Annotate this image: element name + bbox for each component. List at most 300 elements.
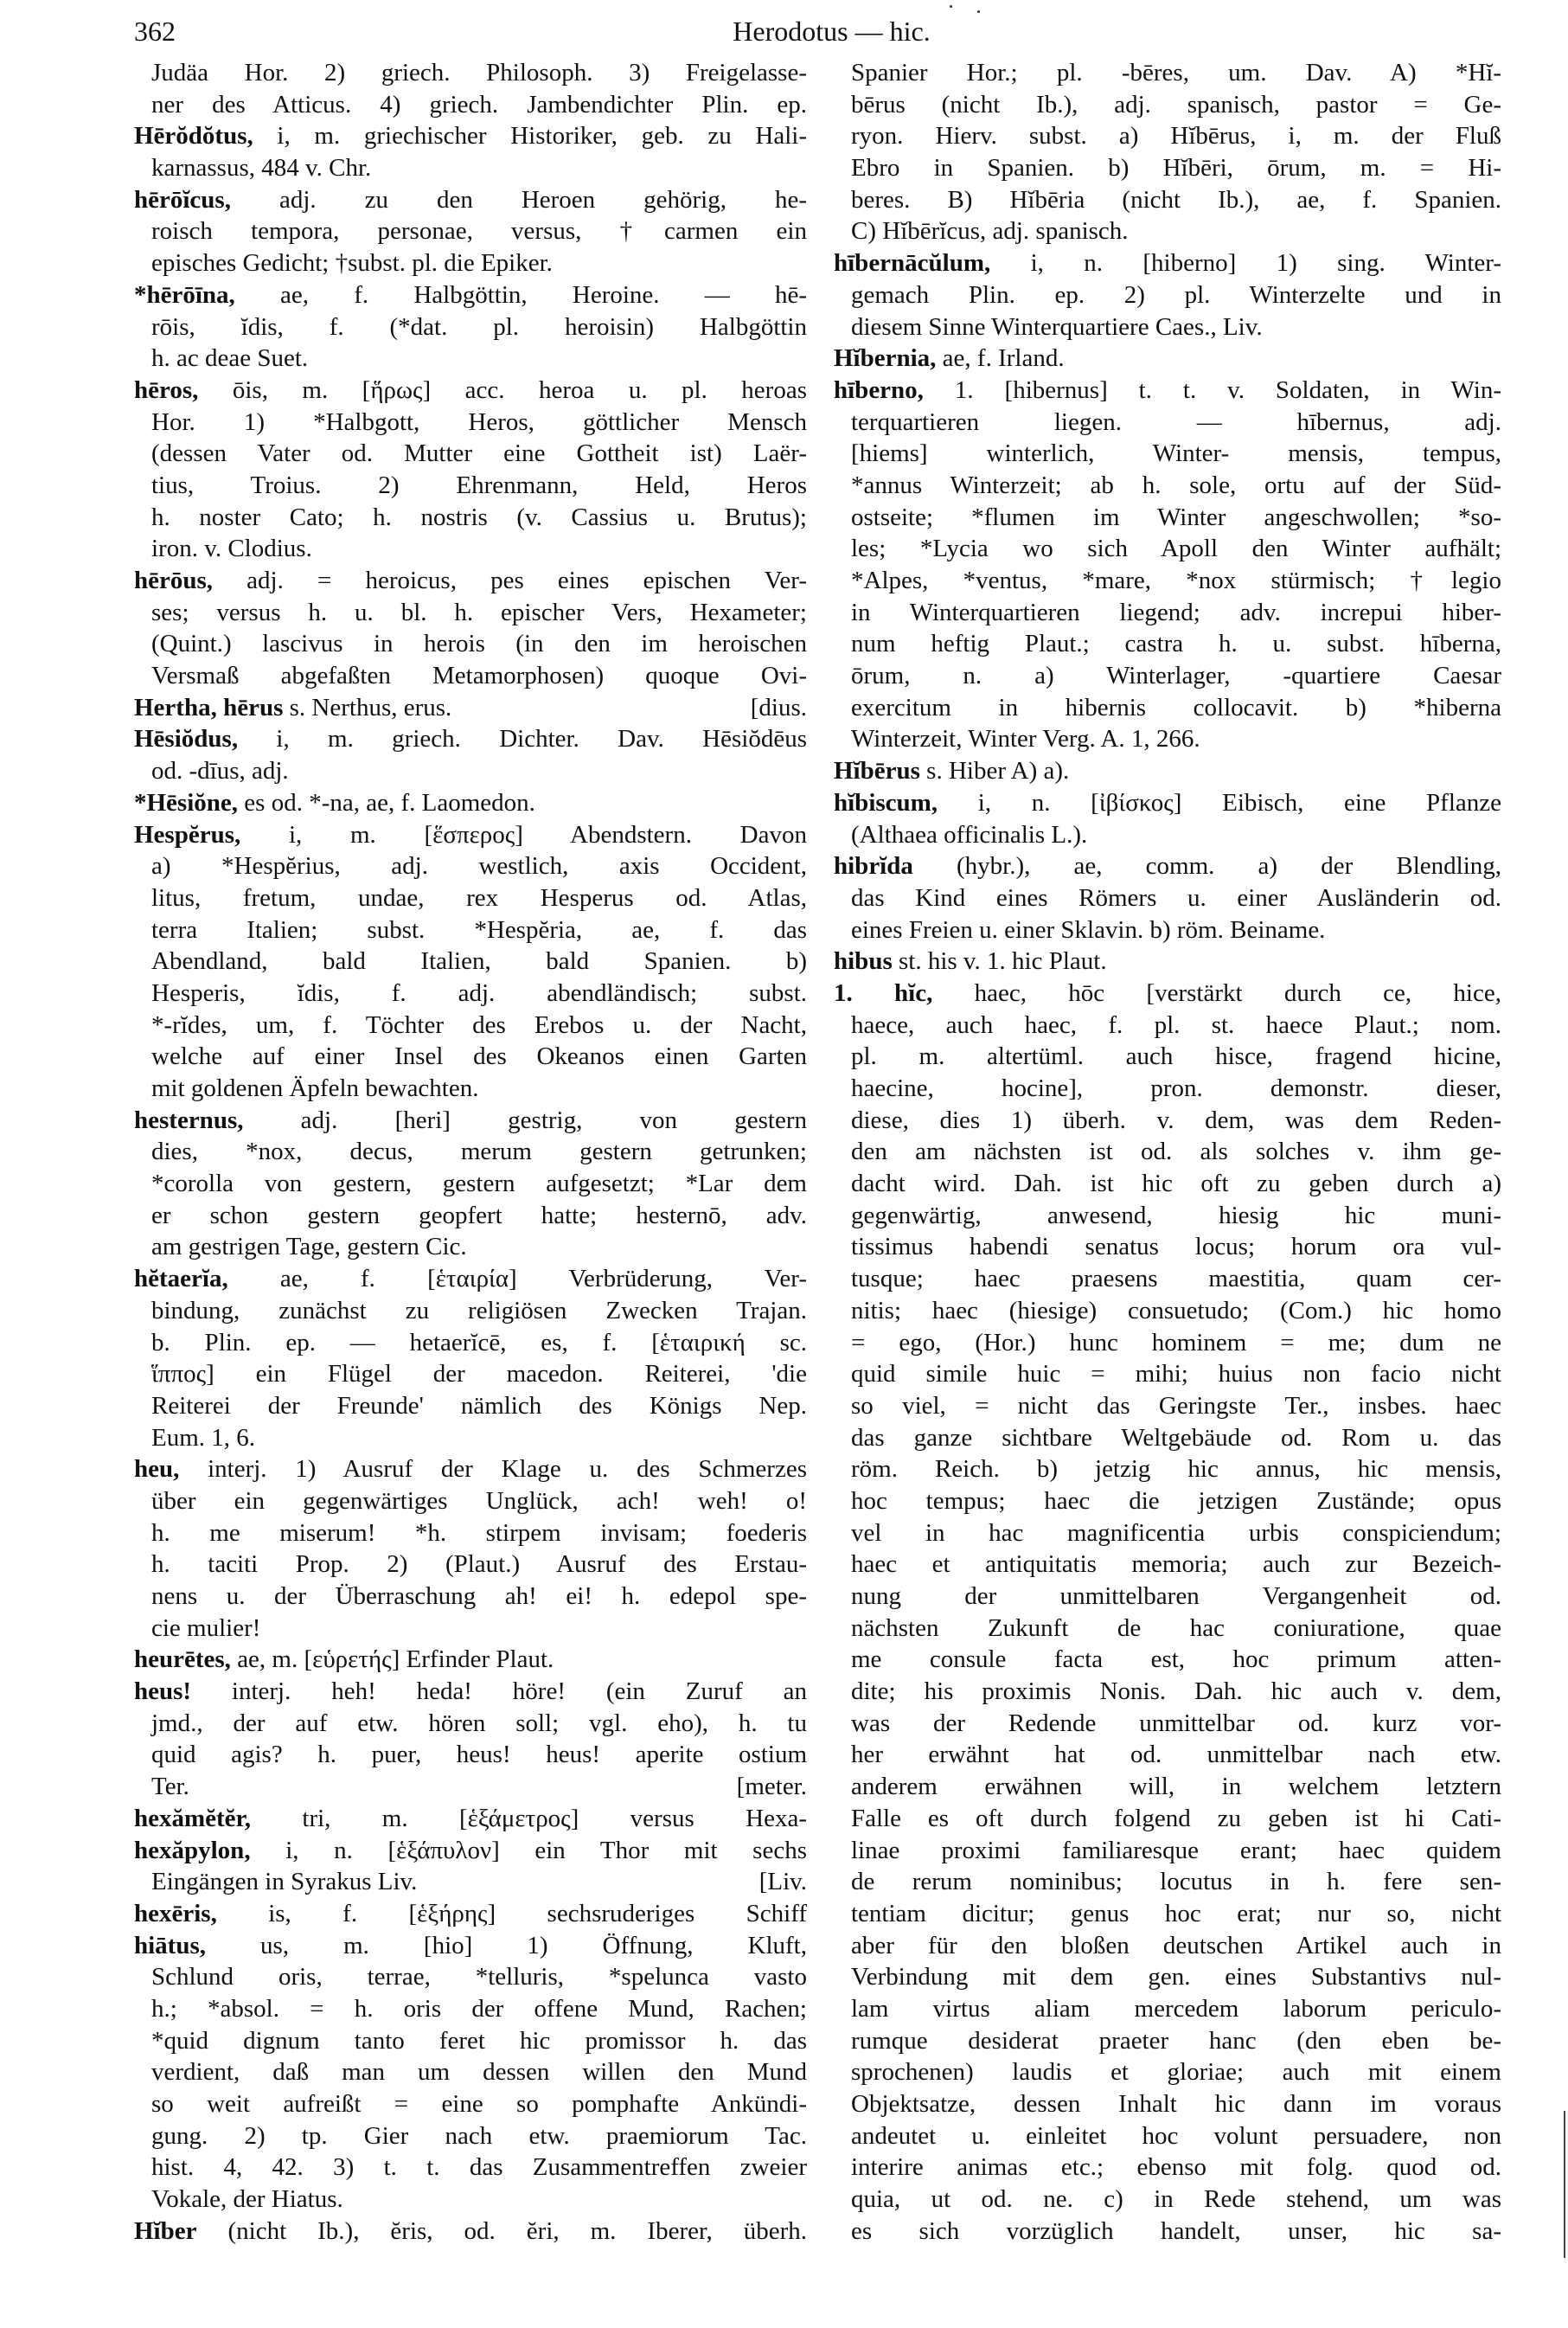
dictionary-line [134,978,807,1010]
dictionary-line [834,1644,1501,1676]
scan-speck [977,10,980,13]
dictionary-line [834,1485,1501,1517]
line-text: quid agis? h. puer, heus! heus! aperite ostium [151,1741,807,1769]
dictionary-line [134,57,807,89]
dictionary-line [834,1327,1501,1359]
dictionary-entry-line [134,1105,807,1137]
line-text: interire animas etc.; ebenso mit folg. quod od. [851,2153,1501,2182]
line-text: gegenwärtig, anwesend, hiesig hic muni- [851,1201,1501,1229]
headword: hibus [834,947,893,976]
line-text: quid simile huic = mihi; huius non facio nicht [851,1360,1501,1388]
dictionary-line [134,1993,807,2025]
dictionary-line [834,1613,1501,1645]
dictionary-line [134,1422,807,1454]
line-text: Eingängen in Syrakus Liv. [151,1868,418,1896]
right-column [834,57,1501,2247]
dictionary-line [834,1898,1501,1930]
dictionary-line [834,438,1501,470]
dictionary-line [834,882,1501,914]
line-text: i, m. [ἕσπερος] Abendstern. Davon [240,820,807,849]
line-text: her erwähnt hat od. unmittelbar nach etw. [851,1741,1501,1769]
dictionary-line [834,597,1501,629]
dictionary-line [134,597,807,629]
line-text: pl. m. altertüml. auch hisce, fragend hicine, [851,1042,1501,1071]
dictionary-entry-line [134,2216,807,2248]
line-text: (Quint.) lascivus in herois (in den im heroischen [151,630,807,658]
line-text: i, n. [ἑξάπυλον] ein Thor mit sechs [250,1836,807,1864]
line-text: bindung, zunächst zu religiösen Zwecken Trajan. [151,1296,807,1324]
dictionary-entry-line [134,1835,807,1867]
headword: *hērōīna, [134,280,235,309]
dictionary-line [134,311,807,343]
headword: hĕtaerĭa, [134,1265,228,1293]
line-text: i, m. griech. Dichter. Dav. Hēsiŏdēus [238,725,807,754]
dictionary-line [834,1517,1501,1549]
dictionary-line [134,2184,807,2216]
dictionary-line [834,2216,1501,2248]
dictionary-line [134,1200,807,1232]
line-text: exercitum in hibernis collocavit. b) *hiberna [851,693,1501,721]
dictionary-line [834,1390,1501,1422]
dictionary-line [134,1073,807,1105]
line-text: adj. [heri] gestrig, von gestern [243,1106,807,1134]
line-text: so viel, = nicht das Geringste Ter., insbes. haec [851,1391,1501,1420]
dictionary-line [834,1073,1501,1105]
line-text: bērus (nicht Ib.), adj. spanisch, pastor = Ge- [851,90,1501,119]
line-text: ae, f. Halbgöttin, Heroine. — hē- [234,280,807,309]
headword: heu, [134,1455,180,1484]
dictionary-line [834,152,1501,184]
dictionary-line [134,438,807,470]
line-text: interj. heh! heda! höre! (ein Zuruf an [191,1677,807,1706]
line-text: so weit aufreißt = eine so pomphafte Ankündi- [151,2090,807,2118]
dictionary-line [834,1231,1501,1263]
line-text: interj. 1) Ausruf der Klage u. des Schmerzes [179,1455,807,1484]
dictionary-line [834,1930,1501,1962]
dictionary-entry-line [134,565,807,597]
dictionary-line [834,914,1501,946]
line-text: nitis; haec (hiesige) consuetudo; (Com.) hic homo [851,1296,1501,1324]
line-text: C) Hĭbērĭcus, adj. spanisch. [851,217,1129,246]
line-text: jmd., der auf etw. hören soll; vgl. eho), h. tu [151,1709,807,1737]
line-text: i, n. [hiberno] 1) sing. Winter- [990,249,1501,278]
dictionary-line [134,914,807,946]
dictionary-line [134,1581,807,1613]
line-text: ἵππος] ein Flügel der macedon. Reiterei, 'die [151,1360,807,1388]
line-text: us, m. [hio] 1) Öffnung, Kluft, [206,1931,807,1959]
line-text: aber für den bloßen deutschen Artikel auch in [851,1931,1501,1959]
dictionary-entry-line [134,1930,807,1962]
dictionary-line [134,470,807,502]
line-text: das Kind eines Römers u. einer Ausländerin od. [851,883,1501,912]
dictionary-line [134,882,807,914]
line-text: *quid dignum tanto feret hic promissor h. das [151,2026,807,2055]
line-text: iron. v. Clodius. [151,535,312,563]
headword: hexēris, [134,1899,217,1927]
line-text: dite; his proximis Nonis. Dah. hic auch v. dem, [851,1677,1501,1706]
headword: 1. hĭc, [834,978,933,1007]
dictionary-line [134,850,807,882]
line-text: dacht wird. Dah. ist hic oft zu geben durch a) [851,1170,1501,1198]
line-text: andeutet u. einleitet hoc volunt persuadere, non [851,2121,1501,2150]
dictionary-line [134,1485,807,1517]
line-text: *-rĭdes, um, f. Töchter des Erebos u. der Nacht, [151,1010,807,1039]
line-text: gemach Plin. ep. 2) pl. Winterzelte und in [851,280,1501,309]
dictionary-line [834,533,1501,565]
dictionary-entry-line [834,978,1501,1010]
line-text: is, f. [ἑξήρης] sechsruderiges Schiff [216,1899,807,1927]
dictionary-line [834,1168,1501,1200]
line-text: Schlund oris, terrae, *telluris, *spelunca vasto [151,1963,807,1991]
line-text: röm. Reich. b) jetzig hic annus, hic mensis, [851,1455,1501,1484]
dictionary-line [134,946,807,978]
dictionary-line [834,2184,1501,2216]
line-text: am gestrigen Tage, gestern Cic. [151,1233,467,1261]
dictionary-line [834,565,1501,597]
line-text: roisch tempora, personae, versus, †carmen ein [151,217,807,246]
dictionary-entry-line [834,755,1501,787]
dictionary-line [834,1136,1501,1168]
line-text: h. me miserum! *h. stirpem invisam; foederis [151,1518,807,1547]
line-text: ryon. Hierv. subst. a) Hĭbērus, i, m. der Fluß [851,122,1501,151]
headword: hexăpylon, [134,1836,251,1864]
line-text: (nicht Ib.), ĕris, od. ĕri, m. Iberer, überh. [196,2216,807,2245]
line-text: Judäa Hor. 2) griech. Philosoph. 3) Freigelasse- [151,59,807,87]
dictionary-entry-line [134,120,807,152]
dictionary-line [134,1739,807,1771]
dictionary-entry-line [134,819,807,851]
line-text: Vokale, der Hiatus. [151,2185,343,2214]
headword: Hertha, hērus [134,693,284,721]
line-text: cie mulier! [151,1613,261,1642]
line-text: nens u. der Überraschung ah! ei! h. edepol spe- [151,1582,807,1610]
runover-text: [dius. [750,693,807,721]
dictionary-line [134,1010,807,1042]
line-text: Eum. 1, 6. [151,1423,256,1452]
dictionary-line [134,2152,807,2184]
line-text: num heftig Plaut.; castra h. u. subst. hīberna, [851,630,1501,658]
headword: heurētes, [134,1645,231,1674]
dictionary-line [834,1771,1501,1803]
line-text: h. taciti Prop. 2) (Plaut.) Ausruf des Erstau- [151,1550,807,1579]
line-text: terquartieren liegen. — hībernus, adj. [851,407,1501,436]
dictionary-line [134,1168,807,1200]
dictionary-line [134,755,807,787]
line-text: karnassus, 484 v. Chr. [151,154,372,183]
line-text: ostseite; *flumen im Winter angeschwollen; *so- [851,503,1501,531]
dictionary-line [134,343,807,375]
line-text: Abendland, bald Italien, bald Spanien. b) [151,947,807,976]
line-text: den am nächsten ist od. als solches v. ihm ge- [851,1138,1501,1166]
line-text: les; *Lycia wo sich Apoll den Winter aufhält; [851,535,1501,563]
dictionary-line [134,533,807,565]
headword: Hēsiŏdus, [134,725,239,754]
line-text: in Winterquartieren liegend; adv. increpui hiber- [851,598,1501,626]
dictionary-line [134,215,807,247]
dictionary-entry-line [834,247,1501,279]
line-text: haece, auch haec, f. pl. st. haece Plaut.; nom. [851,1010,1501,1039]
dictionary-line [134,2056,807,2088]
line-text: ae, f. [ἑταιρία] Verbrüderung, Ver- [227,1265,807,1293]
line-text: s. Hiber A) a). [919,757,1070,786]
line-text: rōis, ĭdis, f. (*dat. pl. heroisin) Halbgöttin [151,312,807,341]
line-text: Reiterei der Freunde' nämlich des Königs Nep. [151,1391,807,1420]
line-text: haecine, hocine], pron. demonstr. dieser, [851,1074,1501,1102]
dictionary-line [834,1453,1501,1485]
headword: hĭbiscum, [834,788,938,817]
line-text: *Alpes, *ventus, *mare, *nox stürmisch; †legio [851,567,1501,594]
line-text: hist. 4, 42. 3) t. t. das Zusammentreffen zweier [151,2153,807,2182]
headword: hexămĕtĕr, [134,1804,252,1832]
line-text: tentiam dicitur; genus hoc erat; nur so, nicht [851,1899,1501,1927]
left-column [134,57,807,2247]
line-text: quia, ut od. ne. c) in Rede stehend, um was [851,2185,1501,2214]
dictionary-line [834,2088,1501,2120]
dictionary-entry-line [134,723,807,755]
dictionary-line [834,502,1501,534]
line-text: ae, f. Irland. [936,344,1065,373]
dictionary-line [834,1676,1501,1708]
dictionary-entry-line [834,946,1501,978]
dictionary-line [134,2120,807,2152]
line-text: Versmaß abgefaßten Metamorphosen) quoque Ovi- [151,662,807,690]
dictionary-line [134,2088,807,2120]
line-text: a) *Hespĕrius, adj. westlich, axis Occident, [151,852,807,881]
dictionary-entry-line [134,1803,807,1835]
line-text: tri, m. [ἑξάμετρος] versus Hexa- [251,1804,807,1832]
line-text: beres. B) Hĭbēria (nicht Ib.), ae, f. Spanien. [851,185,1501,214]
headword: hesternus, [134,1106,244,1134]
line-text: Ebro in Spanien. b) Hĭbēri, ōrum, m. = Hi- [851,154,1501,183]
dictionary-line [134,1136,807,1168]
headword: Hērŏdŏtus, [134,122,253,151]
line-text: ses; versus h. u. bl. h. epischer Vers, Hexameter; [151,598,807,626]
dictionary-line [834,2152,1501,2184]
line-text: rumque desiderat praeter hanc (den eben be- [851,2026,1501,2055]
headword: *Hēsiŏne, [134,788,239,817]
runover-text: [Liv. [758,1868,807,1896]
dictionary-line [834,628,1501,660]
headword: hīberno, [834,375,924,404]
dictionary-line [834,215,1501,247]
dictionary-line [134,407,807,439]
line-text: Objektsatze, dessen Inhalt hic dann im voraus [851,2090,1501,2118]
dictionary-line [834,1200,1501,1232]
dictionary-line [834,120,1501,152]
line-text: Winterzeit, Winter Verg. A. 1, 266. [851,725,1200,754]
scan-speck [950,5,952,8]
dictionary-line [134,1961,807,1993]
dictionary-line [834,1010,1501,1042]
dictionary-line [834,1295,1501,1327]
line-text: *corolla von gestern, gestern aufgesetzt; *Lar dem [151,1170,807,1198]
line-text: Verbindung mit dem gen. eines Substantivs nul- [851,1963,1501,1991]
line-text: haec, hōc [verstärkt durch ce, hice, [932,978,1501,1007]
headword: hibrĭda [834,852,913,881]
dictionary-line [134,1390,807,1422]
line-text: s. Nerthus, erus. [283,693,452,721]
line-text: vel in hac magnificentia urbis conspiciendum; [851,1518,1501,1547]
dictionary-entry-line [134,692,807,724]
line-text: b. Plin. ep. — hetaerĭcē, es, f. [ἑταιρική sc. [151,1328,807,1356]
line-text: Ter. [151,1773,189,1801]
line-text: diesem Sinne Winterquartiere Caes., Liv. [851,312,1263,341]
dictionary-line [834,184,1501,216]
dictionary-line [834,819,1501,851]
line-text: adj. = heroicus, pes eines epischen Ver- [213,567,807,594]
dictionary-entry-line [134,1898,807,1930]
line-text: tius, Troius. 2) Ehrenmann, Held, Heros [151,471,807,499]
line-text: verdient, daß man um dessen willen den Mund [151,2058,807,2087]
headword: hērōĭcus, [134,185,231,214]
line-text: i, n. [ἰβίσκος] Eibisch, eine Pflanze [938,788,1501,817]
line-text: das ganze sichtbare Weltgebäude od. Rom u. das [851,1423,1501,1452]
dictionary-line [134,502,807,534]
dictionary-line [134,1295,807,1327]
dictionary-line [134,1327,807,1359]
dictionary-entry-line [134,184,807,216]
line-text: Hor. 1) *Halbgott, Heros, göttlicher Mensch [151,407,807,436]
dictionary-entry-line [134,375,807,407]
line-text: nächsten Zukunft de hac coniuratione, quae [851,1613,1501,1642]
dictionary-line [134,1549,807,1581]
dictionary-entry-line [834,343,1501,375]
line-text: episches Gedicht; †subst. pl. die Epiker. [151,249,553,278]
dictionary-line [134,660,807,692]
dictionary-entry-line [134,1644,807,1676]
dictionary-line [834,89,1501,121]
line-text: tusque; haec praesens maestitia, quam cer- [851,1265,1501,1293]
dictionary-line [834,2025,1501,2057]
dictionary-line [134,1866,807,1898]
dictionary-entry-line [834,787,1501,819]
dictionary-entry-line [134,1676,807,1708]
line-text: 1. [hibernus] t. t. v. Soldaten, in Win- [923,375,1501,404]
dictionary-line [834,692,1501,724]
headword: hērōus, [134,567,214,594]
dictionary-line [834,1803,1501,1835]
dictionary-line [134,628,807,660]
line-text: Spanier Hor.; pl. -bēres, um. Dav. A) *Hĭ- [851,59,1501,87]
line-text: dies, *nox, decus, merum gestern getrunken; [151,1138,807,1166]
line-text: ōis, m. [ἥρως] acc. heroa u. pl. heroas [198,375,807,404]
dictionary-line [134,1517,807,1549]
dictionary-entry-line [134,1453,807,1485]
line-text: Falle es oft durch folgend zu geben ist hi Cati- [851,1804,1501,1832]
runover-text: [meter. [736,1773,807,1801]
dictionary-line [834,1358,1501,1390]
dictionary-line [134,1231,807,1263]
dictionary-entry-line [834,850,1501,882]
line-text: anderem erwähnen will, in welchem letztern [851,1773,1501,1801]
line-text: de rerum nominibus; locutus in h. fere sen- [851,1868,1501,1896]
dictionary-line [134,1771,807,1803]
line-text: adj. zu den Heroen gehörig, he- [230,185,807,214]
headword: Hĭber [134,2216,197,2245]
line-text: Hesperis, ĭdis, f. adj. abendländisch; subst. [151,978,807,1007]
dictionary-line [134,247,807,279]
line-text: gung. 2) tp. Gier nach etw. praemiorum Tac. [151,2121,807,2150]
line-text: es sich vorzüglich handelt, unser, hic sa- [851,2216,1501,2245]
dictionary-entry-line [134,787,807,819]
line-text: ae, m. [εὑρετής] Erfinder Plaut. [230,1645,554,1674]
line-text: h. ac deae Suet. [151,344,309,373]
headword: Hĭbernia, [834,344,937,373]
dictionary-line [834,311,1501,343]
dictionary-line [834,1961,1501,1993]
dictionary-line [834,407,1501,439]
line-text: od. -dīus, adj. [151,757,289,786]
dictionary-line [834,723,1501,755]
line-text: (dessen Vater od. Mutter eine Gottheit ist) Laër- [151,439,807,468]
line-text: lam virtus aliam mercedem laborum periculo- [851,1994,1501,2023]
line-text: me consule facta est, hoc primum atten- [851,1645,1501,1674]
dictionary-line [134,1708,807,1740]
dictionary-line [834,1739,1501,1771]
dictionary-line [834,660,1501,692]
line-text: litus, fretum, undae, rex Hesperus od. Atlas, [151,883,807,912]
dictionary-line [834,1993,1501,2025]
headword: hībernācŭlum, [834,249,991,278]
dictionary-line [134,89,807,121]
dictionary-line [834,279,1501,311]
line-text: st. his v. 1. hic Plaut. [892,947,1107,976]
dictionary-line [834,2056,1501,2088]
line-text: was der Redende unmittelbar od. kurz vor- [851,1709,1501,1737]
headword: hēros, [134,375,199,404]
dictionary-line [134,1358,807,1390]
dictionary-line [834,1422,1501,1454]
line-text: (hybr.), ae, comm. a) der Blendling, [912,852,1501,881]
line-text: ōrum, n. a) Winterlager, -quartiere Caesar [851,662,1501,690]
line-text: = ego, (Hor.) hunc hominem = me; dum ne [851,1328,1501,1356]
line-text: linae proximi familiaresque erant; haec quidem [851,1836,1501,1864]
headword: heus! [134,1677,192,1706]
line-text: über ein gegenwärtiges Unglück, ach! weh! o! [151,1486,807,1515]
line-text: i, m. griechischer Historiker, geb. zu Hali- [253,122,807,151]
page-number: 362 [134,16,176,47]
dictionary-line [834,1866,1501,1898]
dictionary-line [134,1041,807,1073]
dictionary-entry-line [134,1263,807,1295]
line-text: *annus Winterzeit; ab h. sole, ortu auf der Süd- [851,471,1501,499]
line-text: diese, dies 1) überh. v. dem, was dem Reden- [851,1106,1501,1134]
dictionary-entry-line [834,375,1501,407]
line-text: es od. *-na, ae, f. Laomedon. [238,788,535,817]
line-text: welche auf einer Insel des Okeanos einen Garten [151,1042,807,1071]
line-text: h. noster Cato; h. nostris (v. Cassius u. Brutus); [151,503,807,531]
dictionary-line [134,2025,807,2057]
headword: hiātus, [134,1931,207,1959]
dictionary-line [834,1105,1501,1137]
dictionary-line [834,1263,1501,1295]
line-text: nung der unmittelbaren Vergangenheit od. [851,1582,1501,1610]
line-text: mit goldenen Äpfeln bewachten. [151,1074,479,1102]
dictionary-line [834,1549,1501,1581]
line-text: sprochenen) laudis et gloriae; auch mit einem [851,2058,1501,2087]
dictionary-line [834,1581,1501,1613]
scan-edge-mark [1564,2111,1565,2258]
line-text: h.; *absol. = h. oris der offene Mund, Rachen; [151,1994,807,2023]
dictionary-line [834,57,1501,89]
dictionary-line [834,1041,1501,1073]
running-title: Herodotus — hic. [733,16,931,47]
dictionary-line [834,1708,1501,1740]
dictionary-line [834,470,1501,502]
dictionary-line [834,2120,1501,2152]
line-text: hoc tempus; haec die jetzigen Zustände; opus [851,1486,1501,1515]
line-text: er schon gestern geopfert hatte; hesternō, adv. [151,1201,807,1229]
